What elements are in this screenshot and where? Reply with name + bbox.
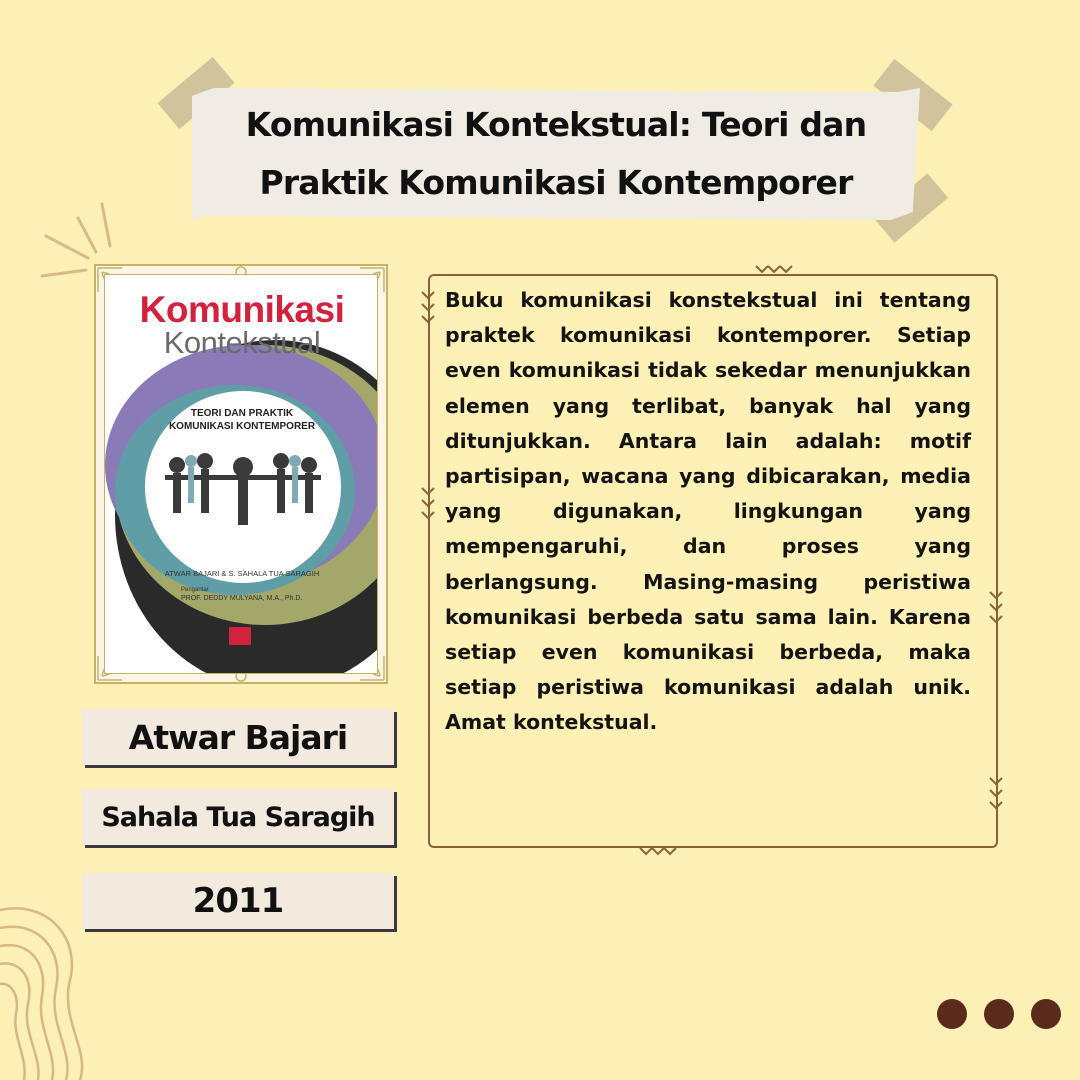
page-title xyxy=(192,96,920,212)
cover-title-1: Komunikasi xyxy=(139,289,345,330)
cover-title-2: Kontekstual xyxy=(163,325,321,360)
title-line-2: Praktik Komunikasi Kontemporer xyxy=(259,163,853,202)
year-card xyxy=(82,873,394,929)
dot-3 xyxy=(1031,999,1061,1029)
title-line-1: Komunikasi Kontekstual: Teori dan xyxy=(245,105,867,144)
description-text: Buku komunikasi konstekstual ini tentang praktek komunikasi kontemporer. Setiap even komunikasi tidak sekedar menunjukkan elemen yang terlibat, banyak hal yang ditunjukkan. Antara lain adalah: motif partisipan, wacana yang dibicarakan, media yang digunakan, lingkungan yang mempengaruhi, dan proses yang berlangsung. Masing-masing peristiwa komunikasi berbeda satu sama lain. Karena setiap even komunikasi berbeda, maka setiap peristiwa komunikasi adalah unik. Amat kontekstual. xyxy=(445,288,971,735)
dot-1 xyxy=(937,999,967,1029)
dot-2 xyxy=(984,999,1014,1029)
publication-year: 2011 xyxy=(192,881,284,921)
cover-subtitle-2: KOMUNIKASI KONTEMPORER xyxy=(168,421,316,432)
author-1-name: Atwar Bajari xyxy=(128,717,348,757)
cover-authors: ATWAR BAJARI & S. SAHALA TUA SARAGIH xyxy=(164,569,320,578)
author-1-card xyxy=(82,709,394,765)
cover-foreword-label: Pengantar xyxy=(181,587,209,593)
cover-foreword-name: PROF. DEDDY MULYANA, M.A., Ph.D. xyxy=(181,595,303,602)
book-cover xyxy=(104,274,378,674)
cover-subtitle-1: TEORI DAN PRAKTIK xyxy=(190,408,294,419)
author-2-card xyxy=(82,789,394,845)
author-2-name: Sahala Tua Saragih xyxy=(101,801,375,833)
